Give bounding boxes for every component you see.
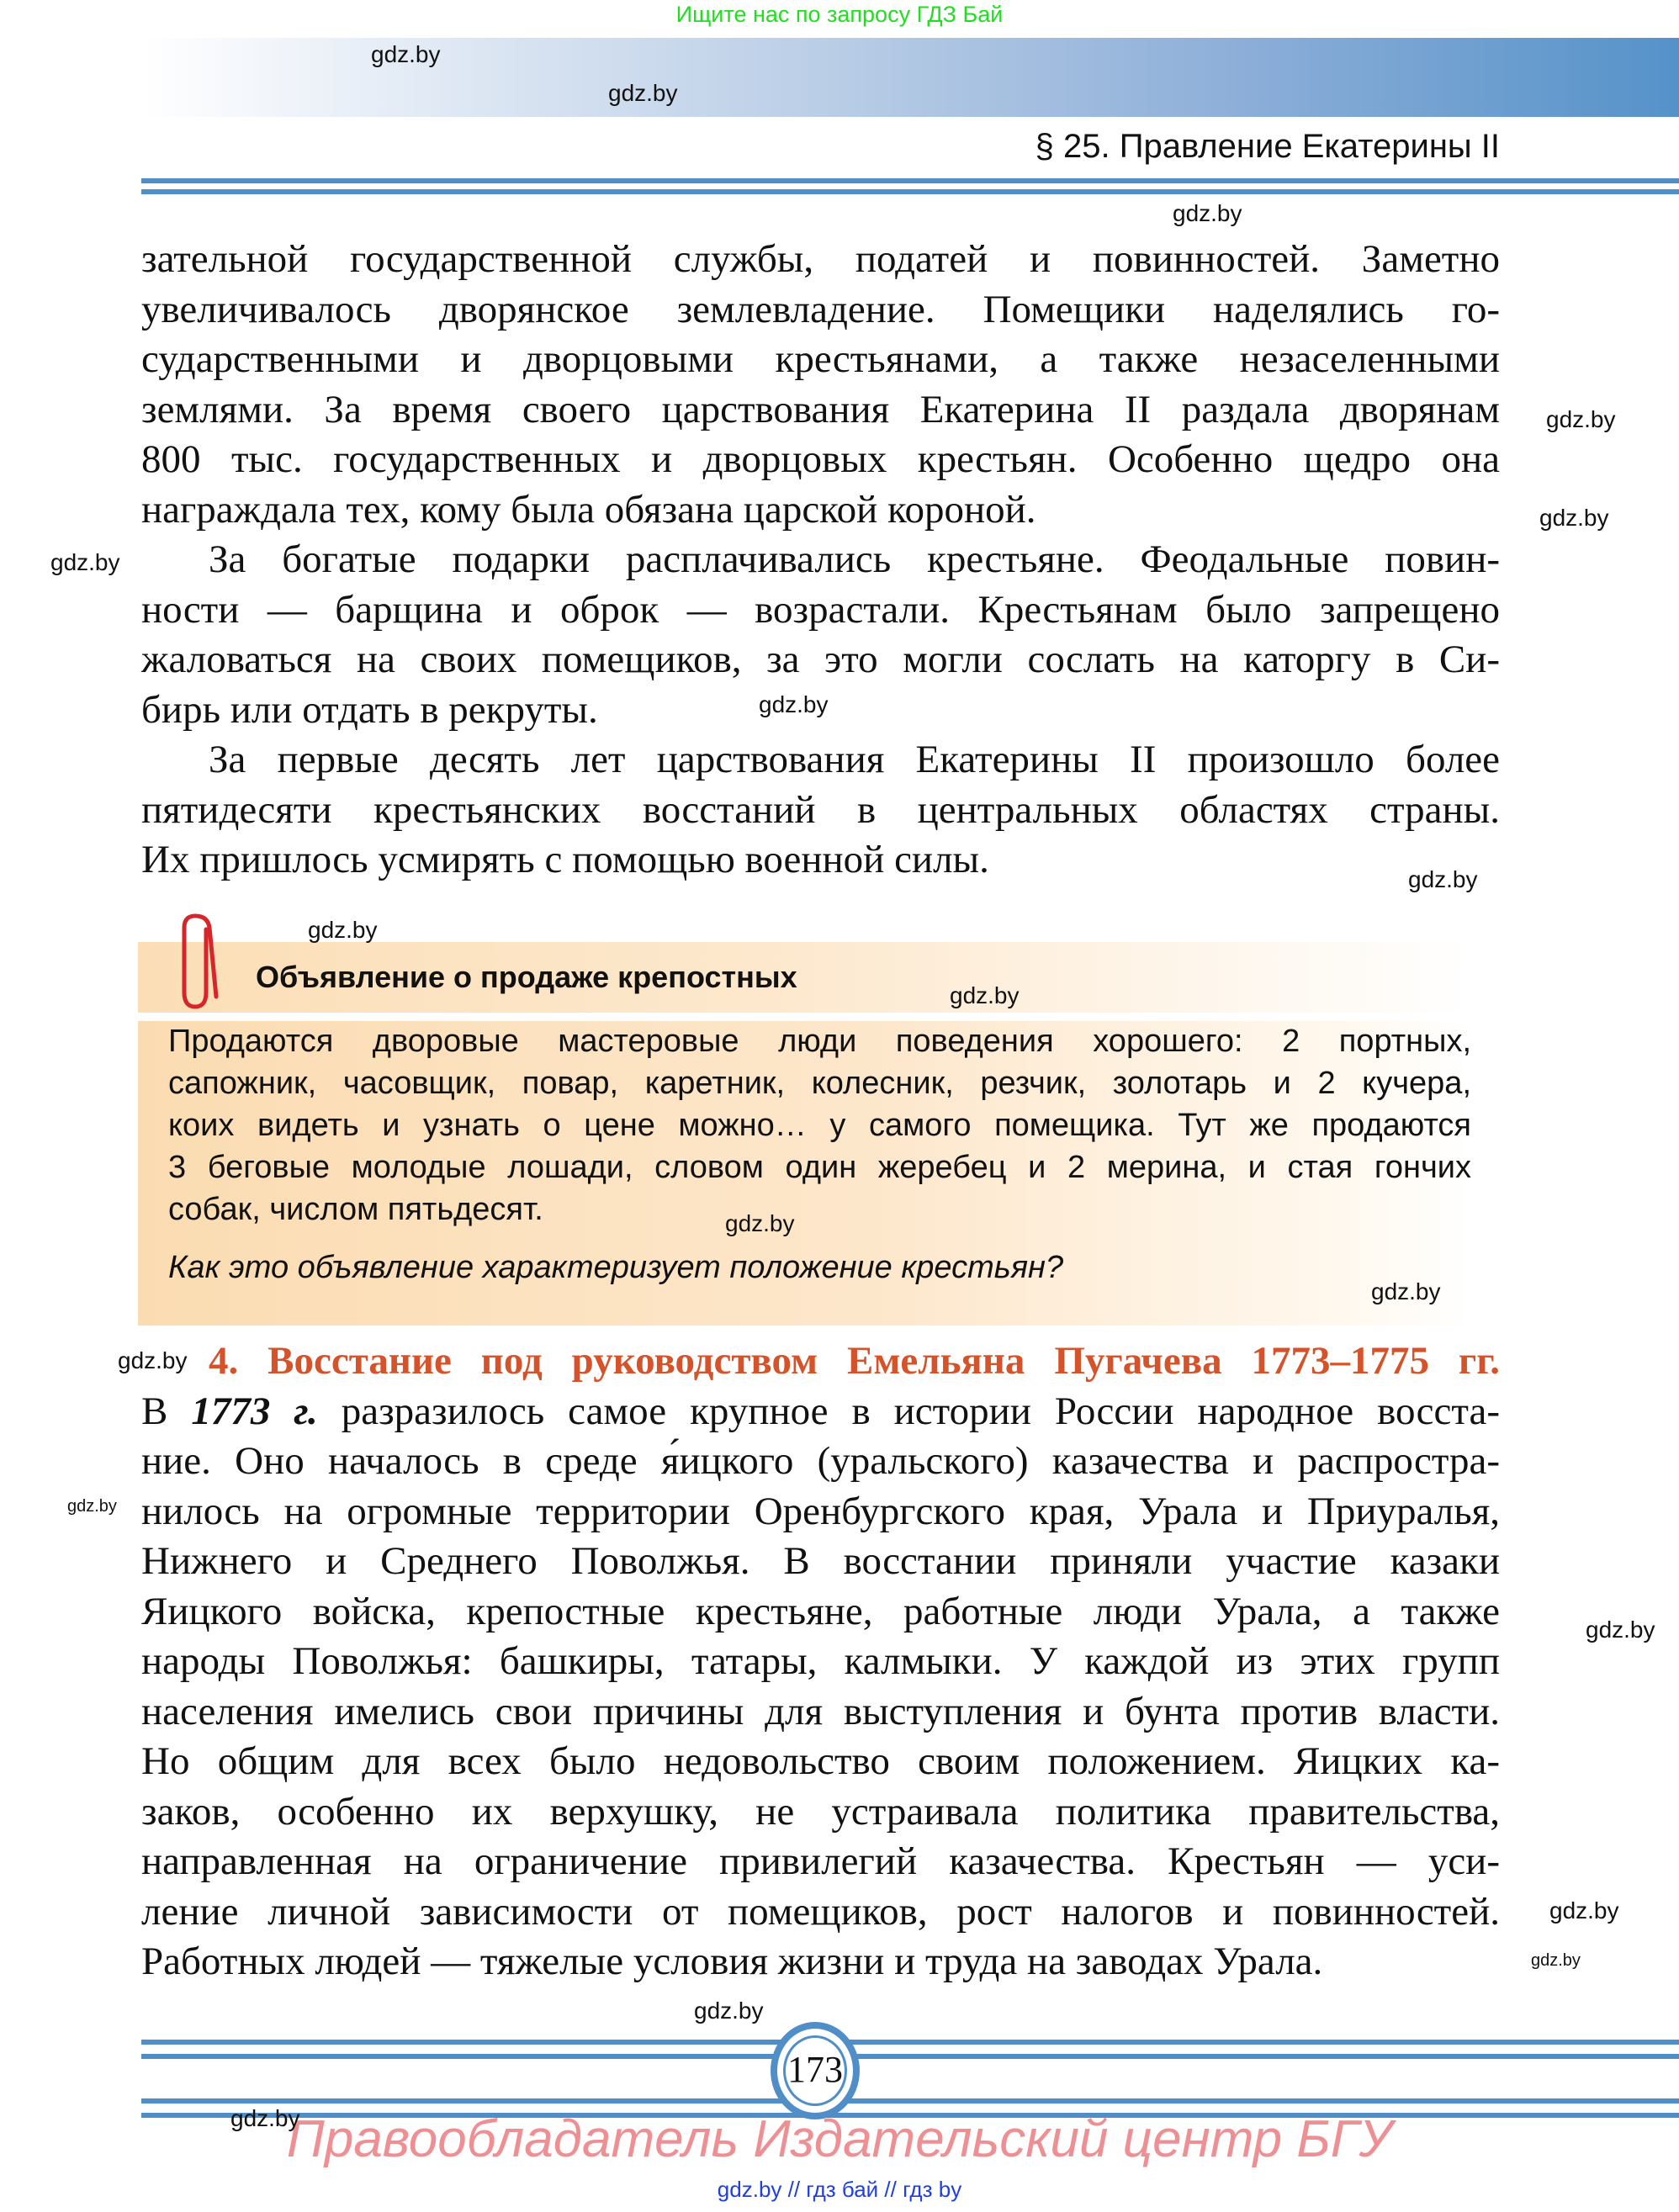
footer-rule xyxy=(141,2040,1679,2045)
document-box-title: Объявление о продаже крепостных xyxy=(256,960,797,994)
document-line: коих видеть и узнать о цене можно… у самого помещика. Тут же продаются xyxy=(168,1108,1471,1143)
document-line: собак, числом пятьдесят. xyxy=(168,1192,543,1227)
text-line: землями. За время своего царствования Екатерина II раздала дворянам xyxy=(141,387,1500,431)
text-line: ние. Оно началось в среде я́ицкого (уральского) казачества и распростра- xyxy=(141,1439,1500,1483)
text-fragment: В xyxy=(141,1389,192,1433)
text-line: увеличивалось дворянское землевладение. Помещики наделялись го- xyxy=(141,287,1500,331)
body-text-top xyxy=(141,235,1500,886)
watermark: gdz.by xyxy=(950,982,1020,1008)
watermark: gdz.by xyxy=(1539,505,1609,531)
watermark: gdz.by xyxy=(371,41,441,67)
footer-links[interactable]: gdz.by // гдз бай // гдз by xyxy=(717,2177,962,2202)
watermark: gdz.by xyxy=(725,1210,795,1236)
text-line: бирь или отдать в рекруты. xyxy=(141,687,598,732)
text-line: 800 тыс. государственных и дворцовых крестьян. Особенно щедро она xyxy=(141,437,1500,481)
header-rule xyxy=(141,189,1679,194)
text-line: сударственными и дворцовыми крестьянами, а также незаселенными xyxy=(141,337,1500,381)
watermark: gdz.by xyxy=(1531,1951,1581,1970)
document-line: 3 беговые молодые лошади, словом один жеребец и 2 мерина, и стая гончих xyxy=(168,1150,1471,1185)
watermark: gdz.by xyxy=(1546,406,1616,432)
watermark: gdz.by xyxy=(608,80,678,106)
footer-rule xyxy=(141,2054,1679,2059)
text-line: ности — барщина и оброк — возрастали. Крестьянам было запрещено xyxy=(141,587,1500,632)
text-line: пятидесяти крестьянских восстаний в центральных областях страны. xyxy=(141,787,1500,832)
watermark: gdz.by xyxy=(118,1347,188,1373)
watermark: gdz.by xyxy=(694,1998,764,2024)
document-question: Как это объявление характеризует положение крестьян? xyxy=(168,1250,1064,1285)
paperclip-icon xyxy=(172,913,231,1013)
copyright-owner: Правообладатель Издательский центр БГУ xyxy=(286,2110,1393,2168)
page-number: 173 xyxy=(787,2049,843,2090)
text-line: ление личной зависимости от помещиков, рост налогов и повинностей. xyxy=(141,1889,1500,1934)
document-line: сапожник, часовщик, повар, каретник, колесник, резчик, золотарь и 2 кучера, xyxy=(168,1066,1471,1101)
section-4 xyxy=(141,1336,1500,1987)
search-hint: Ищите нас по запросу ГДЗ Бай xyxy=(675,2,1004,27)
text-line: За богатые подарки расплачивались крестьяне. Феодальные повин- xyxy=(209,537,1500,581)
text-line: нилось на огромные территории Оренбургского края, Урала и Приуралья, xyxy=(141,1489,1500,1533)
text-line: награждала тех, кому была обязана царской короной. xyxy=(141,487,1036,532)
text-line: Но общим для всех было недовольство своим положением. Яицких ка- xyxy=(141,1739,1500,1783)
watermark: gdz.by xyxy=(1408,866,1478,892)
watermark: gdz.by xyxy=(308,917,378,943)
watermark: gdz.by xyxy=(1371,1278,1441,1304)
footer-rule xyxy=(141,2098,1679,2104)
watermark: gdz.by xyxy=(50,549,120,575)
text-line: Яицкого войска, крепостные крестьяне, работные люди Урала, а также xyxy=(141,1589,1500,1633)
watermark: gdz.by xyxy=(1173,200,1242,226)
text-line: населения имелись свои причины для выступления и бунта против власти. xyxy=(141,1689,1500,1733)
section-title: 4. Восстание под руководством Емельяна Пугачева 1773–1775 гг. xyxy=(209,1339,1500,1383)
text-line: За первые десять лет царствования Екатерины II произошло более xyxy=(209,738,1500,781)
text-line: жаловаться на своих помещиков, за это могли сослать на каторгу в Си- xyxy=(141,638,1500,681)
date-emphasis: 1773 г. xyxy=(191,1389,318,1433)
document-line: Продаются дворовые мастеровые люди поведения хорошего: 2 портных, xyxy=(168,1024,1471,1059)
text-line: Нижнего и Среднего Поволжья. В восстании приняли участие казаки xyxy=(141,1539,1500,1583)
watermark: gdz.by xyxy=(759,691,829,717)
watermark: gdz.by xyxy=(67,1497,117,1516)
text-fragment: разразилось самое крупное в истории России народное восста- xyxy=(317,1389,1501,1433)
text-line: направленная на ограничение привилегий казачества. Крестьян — уси- xyxy=(141,1839,1500,1883)
watermark: gdz.by xyxy=(230,2105,300,2131)
header-rule xyxy=(141,178,1679,183)
text-line: народы Поволжья: башкиры, татары, калмыки. У каждой из этих групп xyxy=(141,1639,1500,1683)
watermark: gdz.by xyxy=(1586,1617,1655,1643)
text-line xyxy=(141,1387,1500,1437)
chapter-title: § 25. Правление Екатерины II xyxy=(1035,128,1500,165)
text-line: заков, особенно их верхушку, не устраивала политика правительства, xyxy=(141,1789,1500,1834)
watermark: gdz.by xyxy=(1549,1897,1619,1924)
text-line: зательной государственной службы, податей и повинностей. Заметно xyxy=(141,237,1500,281)
document-box-text xyxy=(168,1020,1471,1230)
text-line: Их пришлось усмирять с помощью военной силы. xyxy=(141,838,989,881)
text-line: Работных людей — тяжелые условия жизни и труда на заводах Урала. xyxy=(141,1939,1323,1983)
